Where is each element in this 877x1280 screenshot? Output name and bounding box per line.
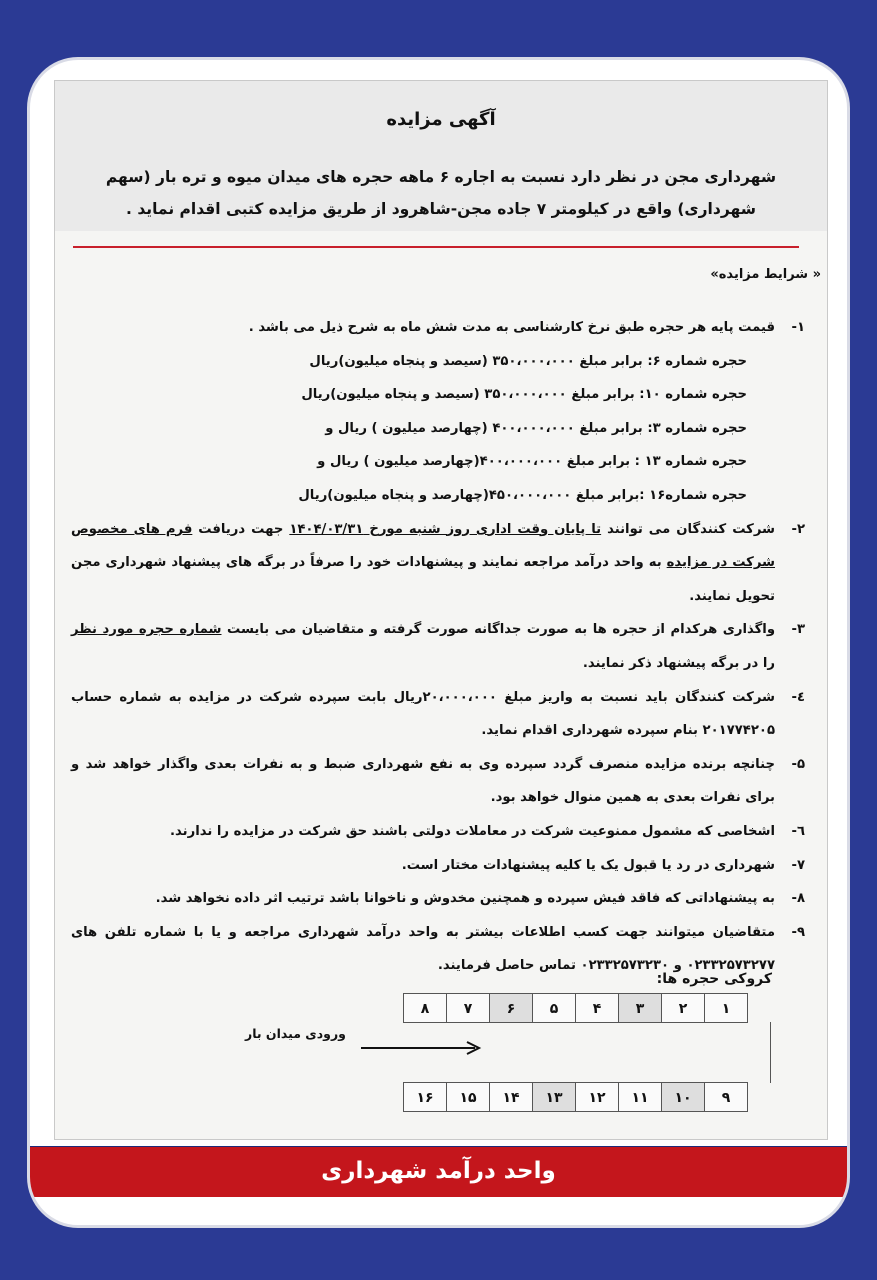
underlined-stall-number: شماره حجره مورد نظر (71, 622, 222, 638)
auction-notice-document (54, 80, 828, 1140)
text-part: واگذاری هرکدام از حجره ها به صورت جداگانه صورت گرفته و متقاضیان می بایست (221, 622, 776, 638)
item-number: ۷- (791, 857, 805, 873)
item-number: ۵- (791, 756, 805, 772)
underlined-deadline: تا پایان وقت اداری روز شنبه مورخ ۱۴۰۴/۰۳/۳۱ (289, 521, 602, 537)
price-line: حجره شماره ۶: برابر مبلغ ۳۵۰،۰۰۰،۰۰۰ (سیصد و پنجاه میلیون)ریال (309, 353, 747, 369)
price-line: حجره شماره ۱۰: برابر مبلغ ۳۵۰،۰۰۰،۰۰۰ (سیصد و پنجاه میلیون)ریال (301, 387, 747, 403)
stall-cell: ۹ (704, 1082, 748, 1112)
conditions-heading: « شرایط مزایده» (710, 267, 821, 282)
stall-cell: ۶ (489, 993, 533, 1023)
item-number: ۳- (791, 622, 805, 638)
price-line: حجره شماره۱۶ :برابر مبلغ ۴۵۰،۰۰۰،۰۰۰(چهارصد و پنجاه میلیون)ریال (298, 487, 747, 503)
price-line: حجره شماره ۱۳ : برابر مبلغ ۴۰۰،۰۰۰،۰۰۰(چهارصد میلیون ) ریال و (317, 454, 747, 470)
stall-cell: ۷ (446, 993, 490, 1023)
stall-row-bottom (404, 1082, 748, 1112)
stall-cell: ۲ (661, 993, 705, 1023)
stall-cell: ۸ (403, 993, 447, 1023)
text-part: به واحد درآمد مراجعه نمایند و پیشنهادات خود را صرفاً در برگه های پیشنهاد شهرداری مجن تحویل نمایند. (71, 555, 775, 604)
item-text: شرکت کنندگان باید نسبت به واریز مبلغ ۲۰،۰۰۰،۰۰۰ریال بابت سپرده شرکت در مزایده به شماره حساب ۲۰۱۷۷۴۲۰۵ بنام سپرده شهرداری اقدام نماید. (71, 689, 775, 739)
stall-cell: ۳ (618, 993, 662, 1023)
notice-intro: شهرداری مجن در نظر دارد نسبت به اجاره ۶ ماهه حجره های میدان میوه و تره بار (سهم شهرداری) واقع در کیلومتر ۷ جاده مجن-شاهرود از طریق مزایده کتبی اقدام نماید . (105, 168, 777, 218)
price-line: حجره شماره ۳: برابر مبلغ ۴۰۰،۰۰۰،۰۰۰ (چهارصد میلیون ) ریال و (325, 420, 747, 436)
item-number: ۸- (791, 891, 805, 907)
item-number: ٤- (791, 689, 805, 705)
stall-cell: ۱۱ (618, 1082, 662, 1112)
stall-cell: ۱۰ (661, 1082, 705, 1112)
item-number: ۹- (791, 924, 805, 940)
item-text: قیمت پایه هر حجره طبق نرخ کارشناسی به مدت شش ماه به شرح ذیل می باشد . (248, 320, 775, 335)
notice-title: آگهی مزایده (386, 109, 496, 130)
item-text: چنانچه برنده مزایده منصرف گردد سپرده وی به نفع شهرداری ضبط و به نفرات بعدی واگذار خواهد شد و برای نفرات بعدی به همین منوال خواهد بود. (71, 756, 775, 806)
item-number: ۱- (791, 320, 805, 335)
sketch-title: کروکی حجره ها: (656, 971, 772, 987)
stall-cell: ۱۳ (532, 1082, 576, 1112)
underlined-forms: فرم های مخصوص شرکت در مزایده (71, 521, 775, 571)
stall-cell: ۱۵ (446, 1082, 490, 1112)
stall-layout-sketch (55, 81, 827, 1139)
stall-cell: ۵ (532, 993, 576, 1023)
item-number: ٦- (791, 823, 805, 839)
stall-cell: ۱۴ (489, 1082, 533, 1112)
item-text: به پیشنهاداتی که فاقد فیش سپرده و همچنین مخدوش و ناخوانا باشد ترتیب اثر داده نخواهد شد. (155, 891, 775, 907)
stall-cell: ۴ (575, 993, 619, 1023)
footer-banner: واحد درآمد شهرداری (30, 1147, 847, 1197)
text-part: را در برگه پیشنهاد ذکر نمایند. (582, 655, 775, 671)
row-connector (759, 1022, 771, 1083)
stall-cell: ۱۲ (575, 1082, 619, 1112)
item-text: شهرداری در رد یا قبول یک یا کلیه پیشنهادات مختار است. (401, 857, 775, 873)
arrow-right-icon (361, 1041, 485, 1055)
entrance-label: ورودی میدان بار (245, 1026, 346, 1041)
text-part: شرکت کنندگان می توانند (601, 521, 775, 537)
stall-cell: ۱۶ (403, 1082, 447, 1112)
stall-row-top (404, 993, 748, 1023)
stall-cell: ۱ (704, 993, 748, 1023)
text-part: جهت دریافت (192, 521, 290, 537)
item-text: متقاضیان میتوانند جهت کسب اطلاعات بیشتر به واحد درآمد شهرداری مراجعه و یا با شماره تلفن های ۰۲۳۳۲۵۷۳۲۷۷ و ۰۲۳۳۲۵۷۳۲۳۰ تماس حاصل فرمایند. (71, 924, 775, 974)
item-text: اشخاصی که مشمول ممنوعیت شرکت در معاملات دولتی باشند حق شرکت در مزایده را ندارند. (170, 823, 775, 839)
item-number: ۲- (791, 521, 805, 537)
notice-card (30, 60, 847, 1225)
